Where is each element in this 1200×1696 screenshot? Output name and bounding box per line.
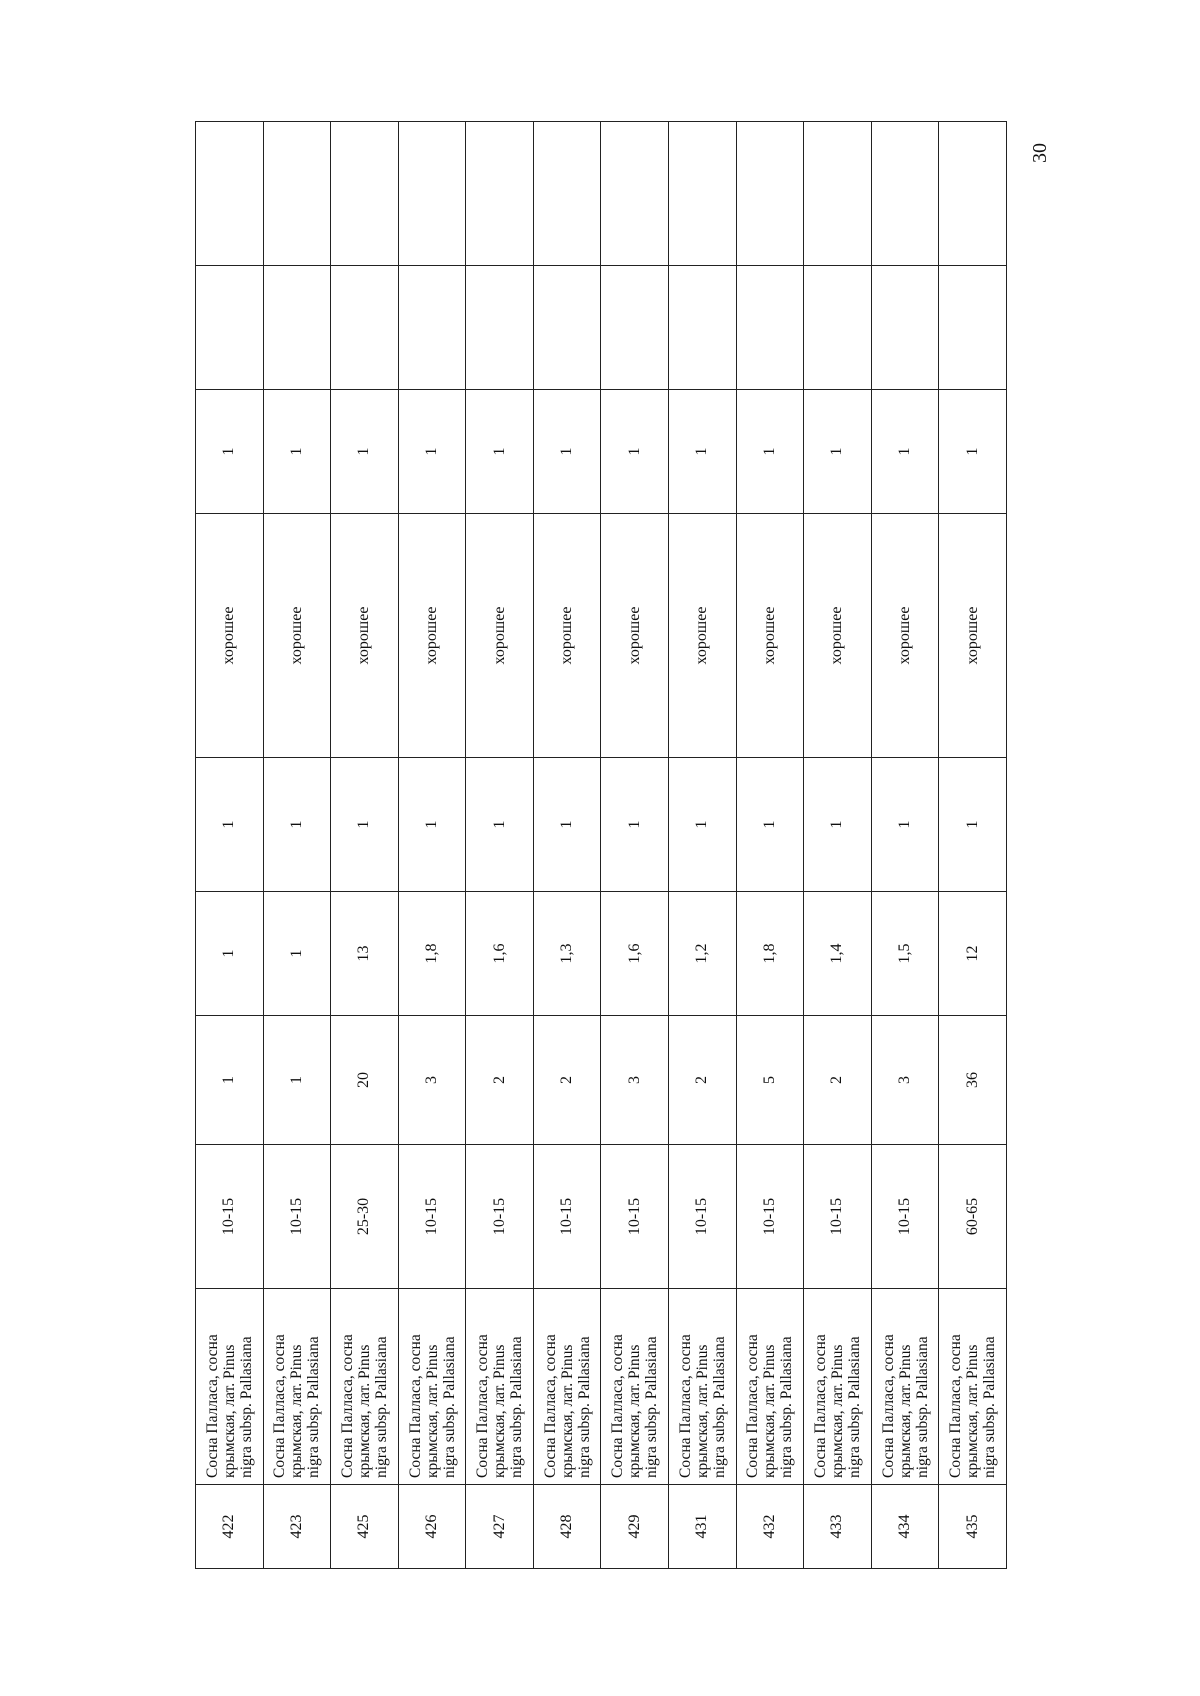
value-cell-5: 1,5: [871, 892, 939, 1016]
age-cell: 10-15: [466, 1145, 534, 1289]
condition-cell: хорошее: [804, 514, 872, 758]
value-cell-8: 1: [736, 390, 804, 514]
value-cell-8: 1: [939, 390, 1007, 514]
value-cell-5: 1,6: [466, 892, 534, 1016]
empty-cell-10: [263, 122, 331, 266]
value-cell-4: 3: [601, 1016, 669, 1145]
condition-cell: хорошее: [263, 514, 331, 758]
table-body: [196, 122, 1007, 1569]
species-name-line: крымская, лат. Pinus: [491, 1344, 509, 1478]
species-name-cell: [398, 1289, 466, 1485]
empty-cell-10: [601, 122, 669, 266]
species-name-line: Сосна Палласа, сосна: [676, 1334, 694, 1478]
species-name-line: крымская, лат. Pinus: [761, 1344, 779, 1478]
empty-cell-10: [669, 122, 737, 266]
empty-cell-9: [196, 266, 264, 390]
table-row: [263, 122, 331, 1569]
value-cell-4: 2: [533, 1016, 601, 1145]
species-name-line: nigra subsp. Pallasiana: [845, 1336, 863, 1478]
row-number-cell: 431: [669, 1485, 737, 1569]
species-name-line: nigra subsp. Pallasiana: [710, 1336, 728, 1478]
empty-cell-10: [398, 122, 466, 266]
value-cell-4: 3: [398, 1016, 466, 1145]
age-cell: 10-15: [871, 1145, 939, 1289]
value-cell-6: 1: [939, 758, 1007, 892]
age-cell: 10-15: [398, 1145, 466, 1289]
row-number-cell: 428: [533, 1485, 601, 1569]
value-cell-8: 1: [601, 390, 669, 514]
species-name-line: Сосна Палласа, сосна: [947, 1334, 965, 1478]
value-cell-6: 1: [871, 758, 939, 892]
value-cell-4: 1: [263, 1016, 331, 1145]
value-cell-4: 2: [804, 1016, 872, 1145]
condition-cell: хорошее: [601, 514, 669, 758]
condition-cell: хорошее: [669, 514, 737, 758]
species-name-line: nigra subsp. Pallasiana: [440, 1336, 458, 1478]
row-number-cell: 422: [196, 1485, 264, 1569]
condition-cell: хорошее: [533, 514, 601, 758]
species-name-line: крымская, лат. Pinus: [288, 1344, 306, 1478]
value-cell-6: 1: [533, 758, 601, 892]
species-name-cell: [601, 1289, 669, 1485]
species-name-cell: [263, 1289, 331, 1485]
condition-cell: хорошее: [736, 514, 804, 758]
value-cell-8: 1: [331, 390, 399, 514]
species-name-line: Сосна Палласа, сосна: [609, 1334, 627, 1478]
value-cell-4: 2: [669, 1016, 737, 1145]
value-cell-8: 1: [398, 390, 466, 514]
age-cell: 60-65: [939, 1145, 1007, 1289]
empty-cell-9: [331, 266, 399, 390]
row-number-cell: 427: [466, 1485, 534, 1569]
species-name-line: Сосна Палласа, сосна: [271, 1334, 289, 1478]
empty-cell-10: [804, 122, 872, 266]
species-name-line: крымская, лат. Pinus: [355, 1344, 373, 1478]
species-name-line: nigra subsp. Pallasiana: [981, 1336, 999, 1478]
empty-cell-10: [939, 122, 1007, 266]
value-cell-8: 1: [669, 390, 737, 514]
species-name-line: крымская, лат. Pinus: [423, 1344, 441, 1478]
value-cell-5: 1: [196, 892, 264, 1016]
age-cell: 10-15: [804, 1145, 872, 1289]
species-name-cell: [804, 1289, 872, 1485]
value-cell-4: 36: [939, 1016, 1007, 1145]
value-cell-6: 1: [196, 758, 264, 892]
table-row: [466, 122, 534, 1569]
species-name-line: Сосна Палласа, сосна: [338, 1334, 356, 1478]
table-row: [398, 122, 466, 1569]
empty-cell-10: [533, 122, 601, 266]
species-name-line: крымская, лат. Pinus: [693, 1344, 711, 1478]
empty-cell-9: [466, 266, 534, 390]
species-name-line: Сосна Палласа, сосна: [879, 1334, 897, 1478]
value-cell-5: 1,4: [804, 892, 872, 1016]
species-name-cell: [939, 1289, 1007, 1485]
table-row: [736, 122, 804, 1569]
empty-cell-10: [466, 122, 534, 266]
age-cell: 25-30: [331, 1145, 399, 1289]
condition-cell: хорошее: [871, 514, 939, 758]
empty-cell-9: [601, 266, 669, 390]
value-cell-8: 1: [533, 390, 601, 514]
value-cell-5: 1: [263, 892, 331, 1016]
value-cell-6: 1: [601, 758, 669, 892]
value-cell-6: 1: [669, 758, 737, 892]
species-name-line: крымская, лат. Pinus: [896, 1344, 914, 1478]
value-cell-4: 2: [466, 1016, 534, 1145]
species-name-line: nigra subsp. Pallasiana: [913, 1336, 931, 1478]
species-name-line: nigra subsp. Pallasiana: [237, 1336, 255, 1478]
species-name-cell: [331, 1289, 399, 1485]
empty-cell-10: [196, 122, 264, 266]
empty-cell-10: [871, 122, 939, 266]
age-cell: 10-15: [669, 1145, 737, 1289]
species-name-line: Сосна Палласа, сосна: [203, 1334, 221, 1478]
empty-cell-9: [804, 266, 872, 390]
species-name-cell: [736, 1289, 804, 1485]
species-name-line: nigra subsp. Pallasiana: [372, 1336, 390, 1478]
value-cell-4: 20: [331, 1016, 399, 1145]
value-cell-5: 12: [939, 892, 1007, 1016]
species-name-line: крымская, лат. Pinus: [626, 1344, 644, 1478]
species-name-line: nigra subsp. Pallasiana: [778, 1336, 796, 1478]
species-name-line: Сосна Палласа, сосна: [744, 1334, 762, 1478]
table-row: [601, 122, 669, 1569]
species-name-line: Сосна Палласа, сосна: [406, 1334, 424, 1478]
species-name-cell: [533, 1289, 601, 1485]
empty-cell-9: [263, 266, 331, 390]
species-name-line: nigra subsp. Pallasiana: [508, 1336, 526, 1478]
value-cell-8: 1: [263, 390, 331, 514]
value-cell-6: 1: [398, 758, 466, 892]
empty-cell-9: [398, 266, 466, 390]
value-cell-4: 3: [871, 1016, 939, 1145]
value-cell-8: 1: [466, 390, 534, 514]
row-number-cell: 433: [804, 1485, 872, 1569]
species-name-line: Сосна Палласа, сосна: [541, 1334, 559, 1478]
value-cell-5: 13: [331, 892, 399, 1016]
species-name-line: крымская, лат. Pinus: [558, 1344, 576, 1478]
condition-cell: хорошее: [398, 514, 466, 758]
value-cell-6: 1: [263, 758, 331, 892]
age-cell: 10-15: [196, 1145, 264, 1289]
empty-cell-10: [736, 122, 804, 266]
age-cell: 10-15: [736, 1145, 804, 1289]
species-name-cell: [466, 1289, 534, 1485]
value-cell-5: 1,2: [669, 892, 737, 1016]
condition-cell: хорошее: [331, 514, 399, 758]
row-number-cell: 425: [331, 1485, 399, 1569]
value-cell-5: 1,3: [533, 892, 601, 1016]
condition-cell: хорошее: [196, 514, 264, 758]
row-number-cell: 423: [263, 1485, 331, 1569]
value-cell-4: 1: [196, 1016, 264, 1145]
row-number-cell: 435: [939, 1485, 1007, 1569]
age-cell: 10-15: [263, 1145, 331, 1289]
species-name-line: крымская, лат. Pinus: [828, 1344, 846, 1478]
table-row: [669, 122, 737, 1569]
value-cell-5: 1,6: [601, 892, 669, 1016]
species-name-line: Сосна Палласа, сосна: [811, 1334, 829, 1478]
page-number: 30: [1029, 143, 1051, 163]
species-name-line: крымская, лат. Pinus: [220, 1344, 238, 1478]
rotated-table-container: [195, 214, 1007, 1569]
species-name-line: Сосна Палласа, сосна: [474, 1334, 492, 1478]
row-number-cell: 432: [736, 1485, 804, 1569]
empty-cell-9: [736, 266, 804, 390]
empty-cell-10: [331, 122, 399, 266]
row-number-cell: 429: [601, 1485, 669, 1569]
species-name-cell: [196, 1289, 264, 1485]
empty-cell-9: [669, 266, 737, 390]
table-row: [871, 122, 939, 1569]
value-cell-8: 1: [871, 390, 939, 514]
table-row: [533, 122, 601, 1569]
species-name-cell: [871, 1289, 939, 1485]
table-row: [331, 122, 399, 1569]
row-number-cell: 434: [871, 1485, 939, 1569]
age-cell: 10-15: [601, 1145, 669, 1289]
value-cell-6: 1: [466, 758, 534, 892]
empty-cell-9: [871, 266, 939, 390]
value-cell-5: 1,8: [398, 892, 466, 1016]
condition-cell: хорошее: [939, 514, 1007, 758]
value-cell-6: 1: [736, 758, 804, 892]
table-row: [804, 122, 872, 1569]
value-cell-8: 1: [196, 390, 264, 514]
condition-cell: хорошее: [466, 514, 534, 758]
age-cell: 10-15: [533, 1145, 601, 1289]
table-row: [196, 122, 264, 1569]
value-cell-4: 5: [736, 1016, 804, 1145]
empty-cell-9: [939, 266, 1007, 390]
value-cell-8: 1: [804, 390, 872, 514]
value-cell-6: 1: [331, 758, 399, 892]
value-cell-6: 1: [804, 758, 872, 892]
species-name-line: nigra subsp. Pallasiana: [575, 1336, 593, 1478]
species-name-line: nigra subsp. Pallasiana: [643, 1336, 661, 1478]
species-name-cell: [669, 1289, 737, 1485]
tree-inventory-table: [195, 121, 1007, 1569]
species-name-line: крымская, лат. Pinus: [964, 1344, 982, 1478]
species-name-line: nigra subsp. Pallasiana: [305, 1336, 323, 1478]
value-cell-5: 1,8: [736, 892, 804, 1016]
table-row: [939, 122, 1007, 1569]
empty-cell-9: [533, 266, 601, 390]
row-number-cell: 426: [398, 1485, 466, 1569]
